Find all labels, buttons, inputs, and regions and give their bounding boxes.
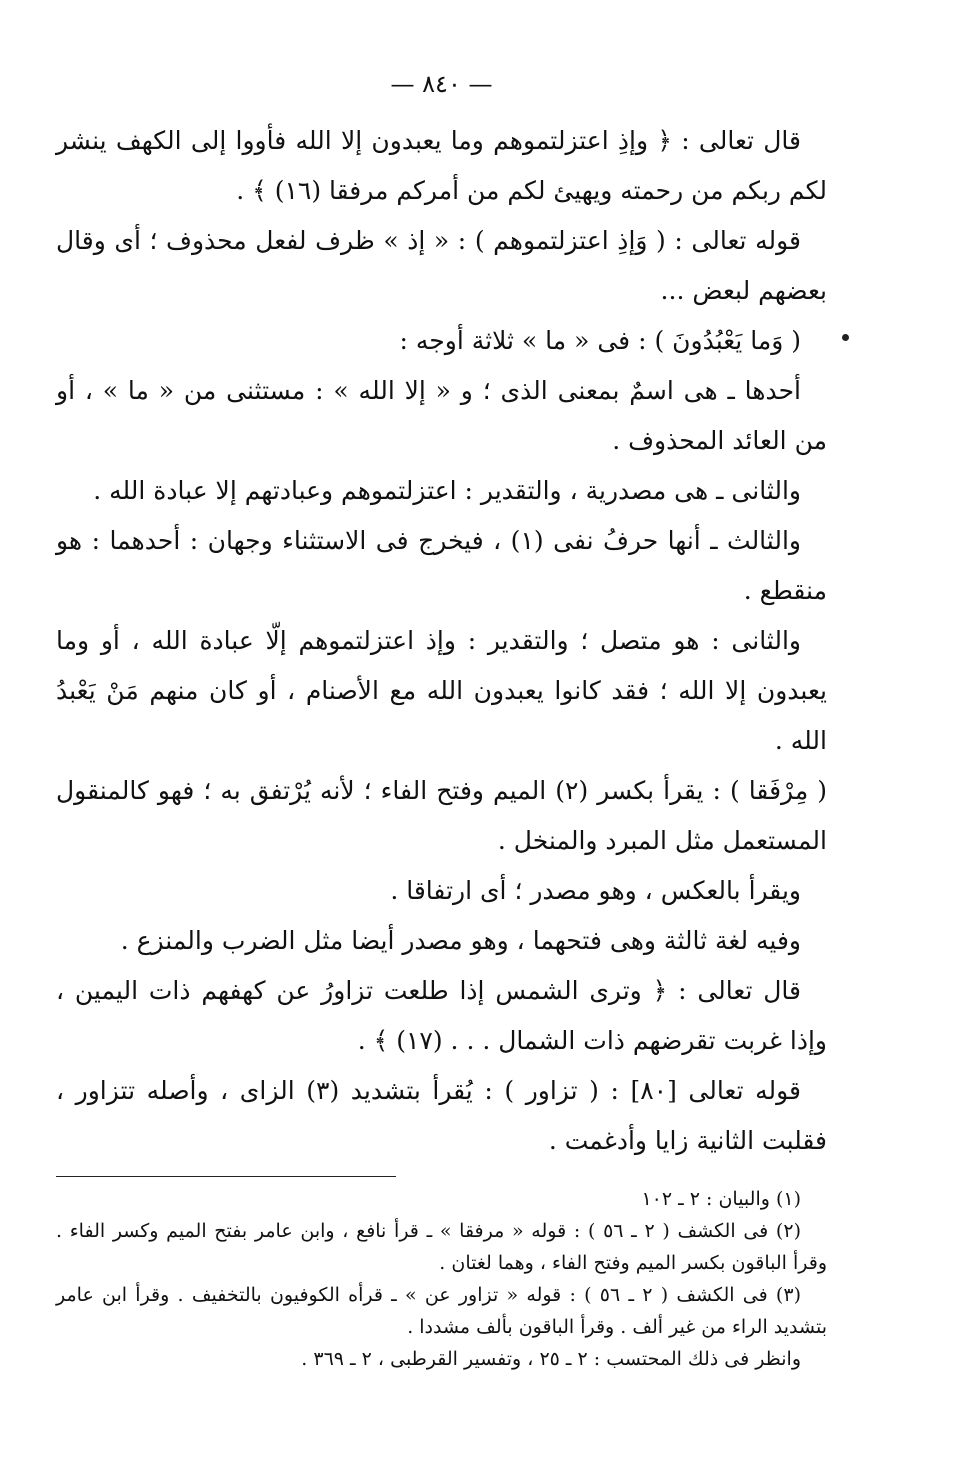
footnote: (٢) فى الكشف ( ٢ ـ ٥٦ ) : قوله « مرفقا » ـ قرأ نافع ، وابن عامر بفتح الميم وكسر الفاء . وقرأ الباقون بكسر الميم وفتح الفاء ، وهما لغتان . [56, 1220, 827, 1274]
paragraph: ( وَما يَعْبُدُونَ ) : فى « ما » ثلاثة أوجه : [399, 326, 801, 355]
paragraph: أحدها ـ هى اسمٌ بمعنى الذى ؛ و « إلا الله » : مستثنى من « ما » ، أو من العائد المحذوف . [56, 376, 827, 455]
paragraph: قال تعالى : ﴿ وترى الشمس إذا طلعت تزاورُ عن كهفهم ذات اليمين ، وإذا غربت تقرضهم ذات الشمال . . . (١٧) ﴾ . [56, 976, 827, 1055]
paragraph: قوله تعالى [٨٠] : ( تزاور ) : يُقرأ بتشديد (٣) الزاى ، وأصله تتزاور ، فقلبت الثانية زايا وأدغمت . [56, 1076, 827, 1155]
footnotes [56, 1183, 827, 1375]
main-text [56, 116, 827, 1166]
paragraph: ويقرأ بالعكس ، وهو مصدر ؛ أى ارتفاقا . [390, 876, 801, 905]
footnote: (٣) فى الكشف ( ٢ ـ ٥٦ ) : قوله « تزاور عن » ـ قرأه الكوفيون بالتخفيف . وقرأ ابن عامر بتشديد الراء من غير ألف . وقرأ الباقون بألف مشددا . [56, 1284, 827, 1338]
paragraph: قال تعالى : ﴿ وإذِ اعتزلتموهم وما يعبدون إلا الله فأووا إلى الكهف ينشر لكم ربكم من رحمته ويهيئ لكم من أمركم مرفقا (١٦) ﴾ . [56, 126, 827, 205]
paragraph: وفيه لغة ثالثة وهى فتحهما ، وهو مصدر أيضا مثل الضرب والمنزع . [120, 926, 801, 955]
footnote-separator [56, 1176, 396, 1177]
paragraph: والثانى ـ هى مصدرية ، والتقدير : اعتزلتموهم وعبادتهم إلا عبادة الله . [93, 476, 801, 505]
paragraph: والثانى : هو متصل ؛ والتقدير : وإذ اعتزلتموهم إلّا عبادة الله ، أو وما يعبدون إلا الله ؛ فقد كانوا يعبدون الله مع الأصنام ، أو كان منهم مَنْ يَعْبدُ الله . [56, 626, 827, 755]
paragraph: ( مِرْفَقا ) : يقرأ بكسر (٢) الميم وفتح الفاء ؛ لأنه يُرْتفق به ؛ فهو كالمنقول المستعمل مثل المبرد والمنخل . [56, 776, 828, 855]
footnote: (١) والبيان : ٢ ـ ١٠٢ [641, 1188, 801, 1210]
paragraph: قوله تعالى : ( وَإذِ اعتزلتموهم ) : « إذ » ظرف لفعل محذوف ؛ أى وقال بعضهم لبعض ... [56, 226, 827, 305]
footnote: وانظر فى ذلك المحتسب : ٢ ـ ٢٥ ، وتفسير القرطبى ، ٢ ـ ٣٦٩ . [301, 1348, 801, 1370]
page-number: — ٨٤٠ — [390, 70, 493, 98]
paragraph: والثالث ـ أنها حرفُ نفى (١) ، فيخرج فى الاستثناء وجهان : أحدهما : هو منقطع . [56, 526, 827, 605]
margin-dot [842, 334, 849, 341]
